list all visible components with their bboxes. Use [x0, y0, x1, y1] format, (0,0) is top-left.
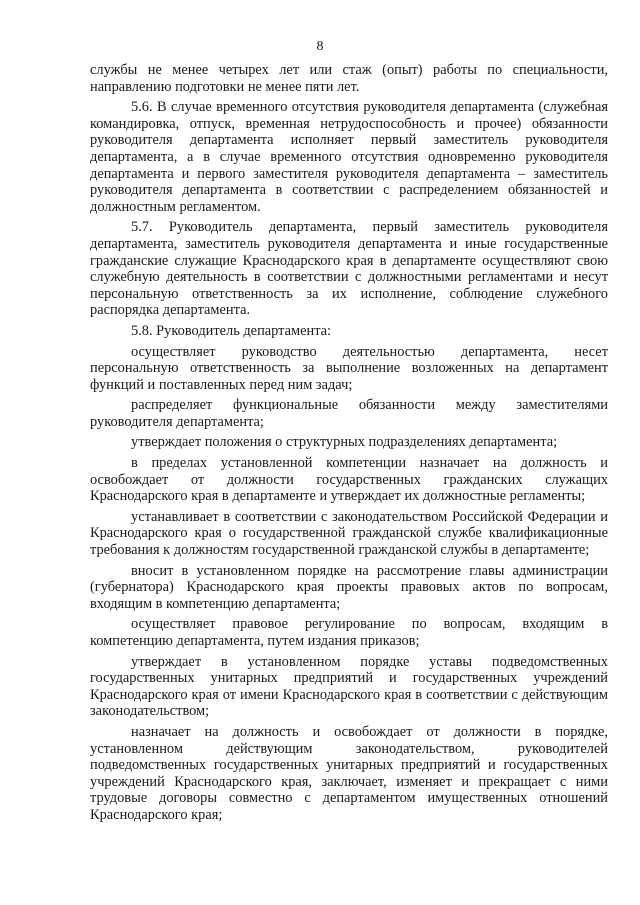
- paragraph-5-6: 5.6. В случае временного отсутствия руководителя департамента (служебная командировка, отпуск, временная нетрудоспособность и прочее) обязанности руководителя департамента исполняет первый заместитель руководителя департамента, а в случае временного отсутствия одновременно руководителя департамента и первого заместителя руководителя департамента – заместитель руководителя департамента в соответствии с распределением обязанностей и должностным регламентом.: [90, 99, 608, 215]
- paragraph-continuation: службы не менее четырех лет или стаж (опыт) работы по специальности, направлению подготовки не менее пяти лет.: [90, 62, 608, 95]
- list-item-legal-regulation: осуществляет правовое регулирование по вопросам, входящим в компетенцию департамента, путем издания приказов;: [90, 616, 608, 649]
- paragraph-5-8-heading: 5.8. Руководитель департамента:: [131, 322, 332, 339]
- list-item-sets-requirements: устанавливает в соответствии с законодательством Российской Федерации и Краснодарского края о государственной гражданской службе квалификационные требования к должностям государственной гражданской службы в департаменте;: [90, 508, 608, 559]
- list-item-submits-drafts: вносит в установленном порядке на рассмотрение главы администрации (губернатора) Краснодарского края проекты правовых актов по вопросам, входящим в компетенцию департамента;: [90, 562, 608, 612]
- document-text: [90, 62, 608, 828]
- list-item-directs-activity: осуществляет руководство деятельностью департамента, несет персональную ответственность за выполнение возложенных на департамент функций и поставленных перед ним задач;: [90, 343, 608, 393]
- paragraph-5-7: 5.7. Руководитель департамента, первый заместитель руководителя департамента, заместитель руководителя департамента и иные государственные гражданские служащие Краснодарского края в департаменте осуществляют свою служебную деятельность в соответствии с должностными регламентами и несут персональную ответственность за их исполнение, соблюдение служебного распорядка департамента.: [90, 219, 608, 319]
- list-item-approves-charters: утверждает в установленном порядке уставы подведомственных государственных унитарных предприятий и государственных учреждений Краснодарского края от имени Краснодарского края в соответствии с действующим законодательством;: [90, 653, 608, 720]
- page-number: 8: [316, 39, 324, 54]
- list-item-approves-regulations: утверждает положения о структурных подразделениях департамента;: [131, 434, 558, 451]
- list-item-appoints-directors: назначает на должность и освобождает от должности в порядке, установленном действующим законодательством, руководителей подведомственных государственных унитарных предприятий и государственных учреждений Краснодарского края, заключает, изменяет и прекращает с ними трудовые договоры совместно с департаментом имущественных отношений Краснодарского края;: [90, 723, 608, 823]
- list-item-appoints-staff: в пределах установленной компетенции назначает на должность и освобождает от должности государственных гражданских служащих Краснодарского края в департаменте и утверждает их должностные регламенты;: [90, 455, 608, 505]
- list-item-distributes-duties: распределяет функциональные обязанности между заместителями руководителя департамента;: [90, 397, 608, 430]
